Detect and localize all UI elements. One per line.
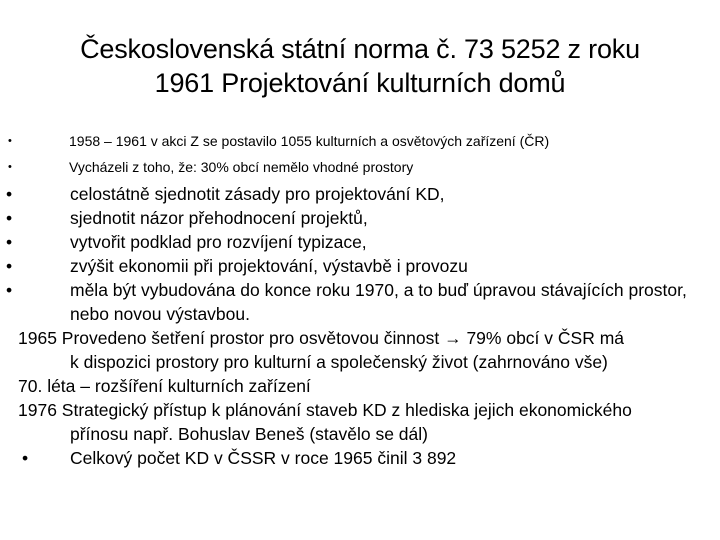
- list-item-text: celostátně sjednotit zásady pro projektování KD,: [70, 184, 445, 204]
- paragraph-line: 1965 Provedeno šetření prostor pro osvětovou činnost → 79% obcí v ČSR má: [18, 328, 625, 348]
- list-item-text: vytvořit podklad pro rozvíjení typizace,: [70, 232, 367, 252]
- bullet-icon: •: [6, 280, 13, 300]
- paragraph: [18, 326, 688, 374]
- paragraph-line: přínosu např. Bohuslav Beneš (stavělo se dál): [70, 424, 428, 444]
- bullet-icon: •: [6, 184, 13, 204]
- list-item: [0, 254, 720, 278]
- list-item-text: Vycházeli z toho, že: 30% obcí nemělo vhodné prostory: [69, 159, 414, 175]
- small-bullet-list: [0, 128, 720, 180]
- title-line-1: Československá státní norma č. 73 5252 z roku: [80, 34, 640, 64]
- list-item: [0, 128, 720, 154]
- list-item-text: 1958 – 1961 v akci Z se postavilo 1055 kulturních a osvětových zařízení (ČR): [69, 133, 550, 149]
- list-item-text: sjednotit názor přehodnocení projektů,: [70, 208, 368, 228]
- paragraph: [18, 374, 688, 398]
- list-item-text: Celkový počet KD v ČSSR v roce 1965 činil 3 892: [70, 448, 457, 468]
- title-line-2: 1961 Projektování kulturních domů: [154, 68, 566, 98]
- bullet-icon: •: [22, 448, 29, 468]
- paragraph: [18, 398, 688, 446]
- list-item: [0, 206, 720, 230]
- list-item: [0, 278, 720, 326]
- list-item: [0, 230, 720, 254]
- list-item: [0, 446, 720, 470]
- bullet-icon: •: [6, 208, 13, 228]
- paragraph-line: 70. léta – rozšíření kulturních zařízení: [18, 376, 311, 396]
- bullet-icon: •: [6, 232, 13, 252]
- list-item-text: měla být vybudována do konce roku 1970, a to buď úpravou stávajících prostor, nebo novou výstavbou.: [70, 280, 687, 324]
- bullet-icon: •: [6, 256, 13, 276]
- paragraph-line: k dispozici prostory pro kulturní a společenský život (zahrnováno vše): [70, 352, 608, 372]
- paragraph-line: 1976 Strategický přístup k plánování staveb KD z hlediska jejich ekonomického: [18, 400, 632, 420]
- list-item: [0, 154, 720, 180]
- bullet-icon: •: [8, 135, 12, 147]
- bullet-icon: •: [8, 161, 12, 173]
- slide-title: [20, 32, 700, 100]
- list-item-text: zvýšit ekonomii při projektování, výstavbě i provozu: [70, 256, 468, 276]
- main-content: [0, 182, 720, 470]
- list-item: [0, 182, 720, 206]
